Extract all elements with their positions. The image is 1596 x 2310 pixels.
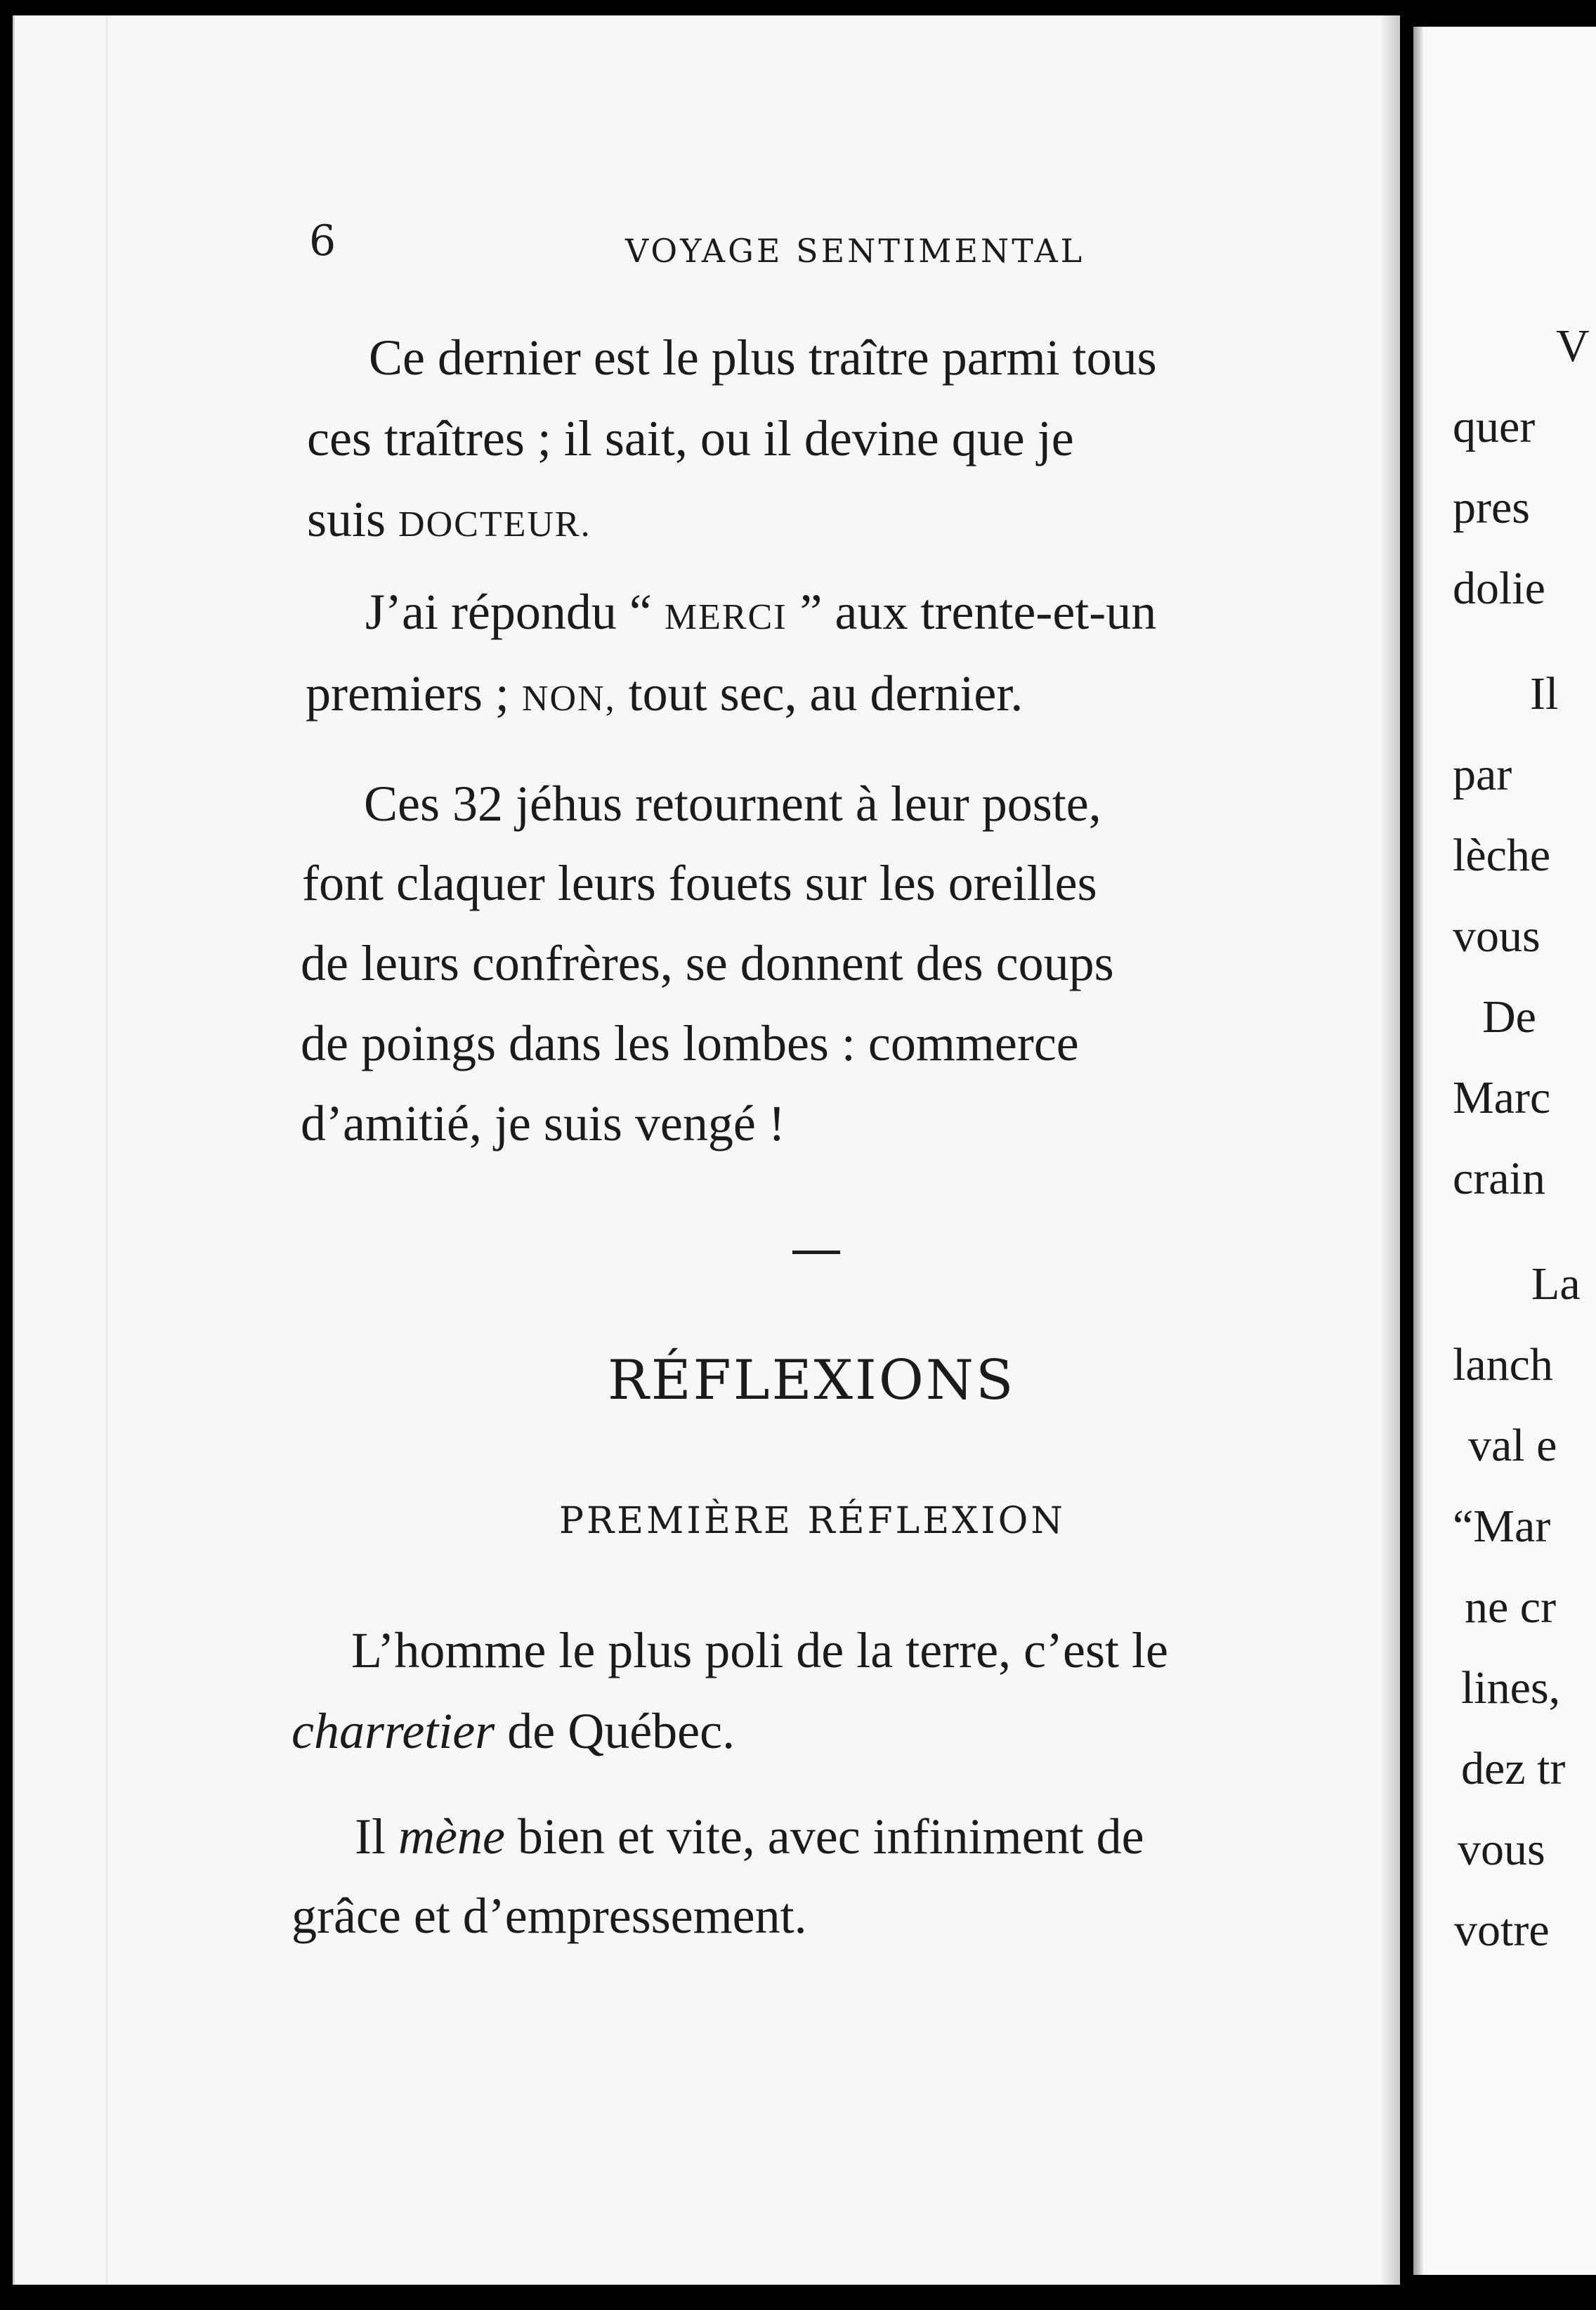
paragraph-3-line-3: de leurs confrères, se donnent des coups xyxy=(301,935,1114,991)
right-page-fragment: La xyxy=(1531,1258,1581,1310)
italic-mene: mène xyxy=(398,1808,505,1865)
paragraph-3-line-4: de poings dans les lombes : commerce xyxy=(301,1015,1079,1071)
paragraph-2-line-1 xyxy=(365,570,1156,659)
section-separator xyxy=(792,1251,840,1254)
right-page-fragment: vous xyxy=(1453,911,1541,962)
right-page-fragment: val e xyxy=(1468,1420,1557,1471)
right-page-fragment: “Mar xyxy=(1453,1501,1551,1552)
small-caps-non: NON, xyxy=(521,679,616,719)
right-page-fragment: Il xyxy=(1530,668,1559,719)
scan-border-bottom xyxy=(0,2285,1596,2310)
paragraph-4-line-2 xyxy=(292,1690,735,1773)
paragraph-2-line-2-b: tout sec, au dernier. xyxy=(615,665,1023,722)
paragraph-1-line-2: ces traîtres ; il sait, ou il devine que je xyxy=(307,410,1074,466)
right-page-fragment: lanch xyxy=(1453,1339,1553,1390)
paragraph-2-line-1-a: J’ai répondu “ xyxy=(365,584,665,640)
right-page-fragment: ne cr xyxy=(1465,1581,1557,1633)
running-head: VOYAGE SENTIMENTAL xyxy=(625,232,1085,270)
paragraph-2-line-2 xyxy=(306,652,1023,740)
paragraph-3-line-1: Ces 32 jéhus retournent à leur poste, xyxy=(364,776,1101,832)
paragraph-3-line-2: font claquer leurs fouets sur les oreilles xyxy=(302,855,1097,911)
right-page-fragment: Marc xyxy=(1453,1072,1551,1123)
paragraph-1-line-3-text: suis xyxy=(307,491,399,547)
section-heading: RÉFLEXIONS xyxy=(608,1349,1016,1412)
right-page-fragment: dez tr xyxy=(1461,1743,1566,1794)
paragraph-5-line-1-a: Il xyxy=(355,1808,398,1865)
right-page-fragment: votre xyxy=(1454,1905,1550,1956)
italic-charretier: charretier xyxy=(292,1703,495,1759)
paragraph-1-line-3 xyxy=(307,478,591,566)
right-page-fragment: dolie xyxy=(1453,563,1545,614)
paragraph-5-line-1-b: bien et vite, avec infiniment de xyxy=(504,1808,1144,1865)
right-page-fragment: De xyxy=(1482,991,1536,1043)
small-caps-merci: MERCI xyxy=(664,597,787,637)
subsection-heading: PREMIÈRE RÉFLEXION xyxy=(559,1500,1066,1542)
right-page-fragment: lines, xyxy=(1461,1662,1561,1714)
page-number: 6 xyxy=(309,216,336,266)
right-page-fragment: par xyxy=(1453,749,1512,800)
paragraph-5-line-2: grâce et d’empressement. xyxy=(292,1888,807,1944)
paragraph-3-line-5: d’amitié, je suis vengé ! xyxy=(301,1095,785,1151)
right-page-fragment: quer xyxy=(1453,401,1536,452)
scan-border-top xyxy=(0,0,1596,15)
paragraph-1-line-1: Ce dernier est le plus traître parmi tous xyxy=(369,329,1157,386)
paragraph-5-line-1 xyxy=(355,1795,1144,1878)
right-page-fragment: vous xyxy=(1458,1824,1545,1875)
right-page-fragment: V xyxy=(1556,320,1590,372)
right-page-fragment: lèche xyxy=(1453,830,1551,881)
paragraph-4-line-1: L’homme le plus poli de la terre, c’est le xyxy=(351,1622,1168,1678)
paragraph-2-line-2-a: premiers ; xyxy=(306,665,522,722)
small-caps-docteur: DOCTEUR. xyxy=(398,504,591,544)
right-page-fragment: crain xyxy=(1453,1153,1545,1204)
right-page-fragment: pres xyxy=(1453,482,1530,533)
paragraph-4-line-2-b: de Québec. xyxy=(495,1703,735,1759)
paragraph-2-line-1-b: ” aux trente-et-un xyxy=(787,584,1157,640)
